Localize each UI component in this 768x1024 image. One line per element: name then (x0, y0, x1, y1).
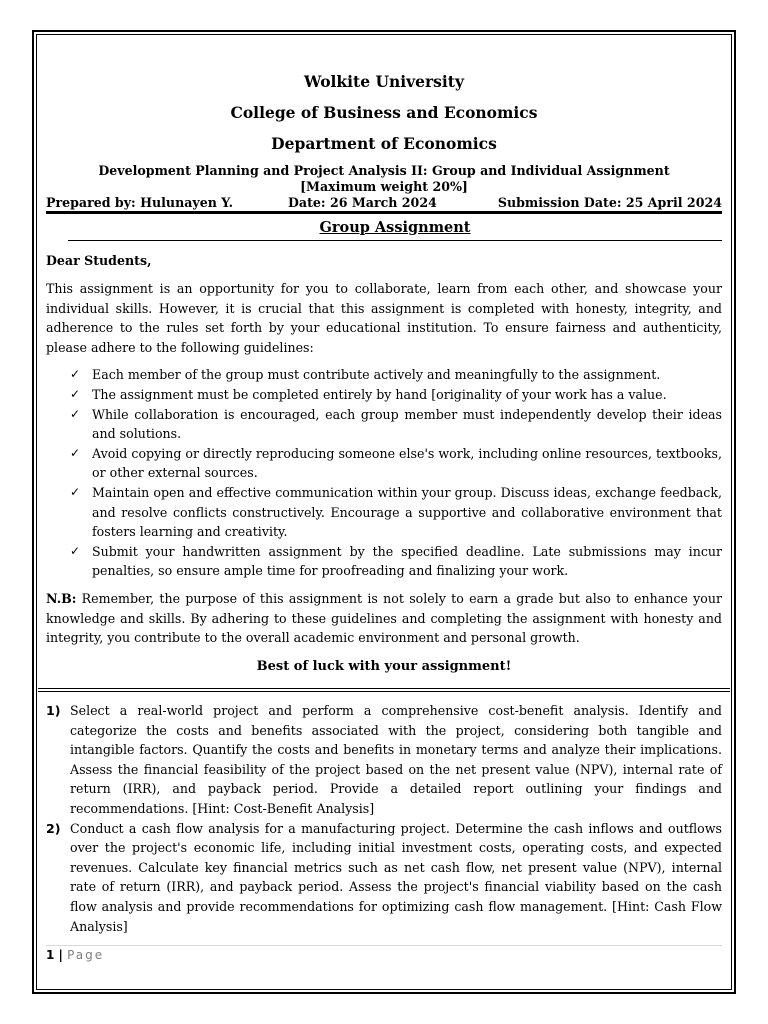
guideline-item (46, 542, 722, 581)
greeting: Dear Students, (46, 253, 152, 268)
guideline-text: Submit your handwritten assignment by the specified deadline. Late submissions may incur penalties, so ensure ample time for proofreading and finalizing your work. (92, 543, 722, 579)
guideline-text: While collaboration is encouraged, each group member must independently develop their ideas and solutions. (92, 406, 722, 442)
page-label: Page (67, 948, 105, 962)
submission-date: Submission Date: 25 April 2024 (497, 195, 722, 210)
question-item (46, 819, 722, 937)
prepared-by: Prepared by: Hulunayen Y. (46, 195, 234, 210)
guideline-item (46, 385, 722, 405)
question-item (46, 701, 722, 819)
section-title-text: Group Assignment (319, 219, 471, 236)
page-footer (46, 948, 104, 962)
guidelines-list (46, 365, 722, 581)
question-number: 1) (46, 703, 61, 718)
questions-list (46, 701, 722, 936)
question-text: Select a real-world project and perform a comprehensive cost-benefit analysis. Identify and categorize the costs and benefits associated with the project, considering both tangible and intangible factors. Quantify the costs and benefits in monetary terms and analyze their implications. Assess the financial feasibility of the project based on the net present value (NPV), internal rate of return (IRR), and payback period. Provide a detailed report outlining your findings and recommendations. [Hint: Cost-Benefit Analysis] (70, 703, 722, 816)
meta-line (46, 195, 722, 214)
department-name: Department of Economics (271, 134, 497, 153)
question-text: Conduct a cash flow analysis for a manufacturing project. Determine the cash inflows and outflows over the project's economic life, including initial investment costs, operating costs, and expected revenues. Calculate key financial metrics such as net cash flow, net present value (NPV), internal rate of return (IRR), and payback period. Assess the project's financial viability based on the cash flow analysis and provide recommendations for optimizing cash flow management. [Hint: Cash Flow Analysis] (70, 820, 722, 934)
section-divider (38, 688, 730, 692)
question-number: 2) (46, 820, 61, 836)
checkmark-icon: ✓ (70, 543, 81, 558)
guideline-text: Avoid copying or directly reproducing someone else's work, including online resources, textbooks, or other external sources. (92, 445, 722, 481)
max-weight: [Maximum weight 20%] (300, 179, 468, 194)
course-title: Development Planning and Project Analysis II: Group and Individual Assignment (98, 163, 670, 178)
guideline-item (46, 365, 722, 385)
nb-paragraph (46, 589, 722, 648)
college-name: College of Business and Economics (230, 103, 538, 122)
page-number: 1 (46, 948, 55, 962)
guideline-text: The assignment must be completed entirely by hand [originality of your work has a value. (92, 386, 667, 402)
best-of-luck-heading: Best of luck with your assignment! (256, 658, 512, 674)
footer-separator: | (54, 948, 68, 962)
document-body (46, 66, 722, 676)
intro-paragraph: This assignment is an opportunity for you to collaborate, learn from each other, and showcase your individual skills. However, it is crucial that this assignment is completed with honesty, integrity, and adherence to the rules set forth by your educational institution. To ensure fairness and authenticity, please adhere to the following guidelines: (46, 281, 722, 355)
checkmark-icon: ✓ (70, 484, 81, 499)
guideline-text: Each member of the group must contribute actively and meaningfully to the assignment. (92, 367, 661, 383)
guideline-item (46, 444, 722, 483)
checkmark-icon: ✓ (70, 406, 81, 421)
checkmark-icon: ✓ (70, 386, 81, 401)
checkmark-icon: ✓ (70, 445, 81, 460)
footer-divider (46, 945, 722, 946)
section-title (68, 216, 722, 241)
university-name: Wolkite University (304, 72, 464, 91)
guideline-item (46, 405, 722, 444)
nb-label: N.B: (46, 590, 77, 606)
guideline-item (46, 483, 722, 542)
assignment-date: Date: 26 March 2024 (288, 195, 437, 210)
nb-text: Remember, the purpose of this assignment is not solely to earn a grade but also to enhance your knowledge and skills. By adhering to these guidelines and completing the assignment with honesty and integrity, you contribute to the overall academic environment and personal growth. (46, 590, 722, 646)
guideline-text: Maintain open and effective communication within your group. Discuss ideas, exchange feedback, and resolve conflicts constructively. Encourage a supportive and collaborative environment that fosters learning and creativity. (92, 484, 722, 540)
checkmark-icon: ✓ (70, 367, 81, 382)
